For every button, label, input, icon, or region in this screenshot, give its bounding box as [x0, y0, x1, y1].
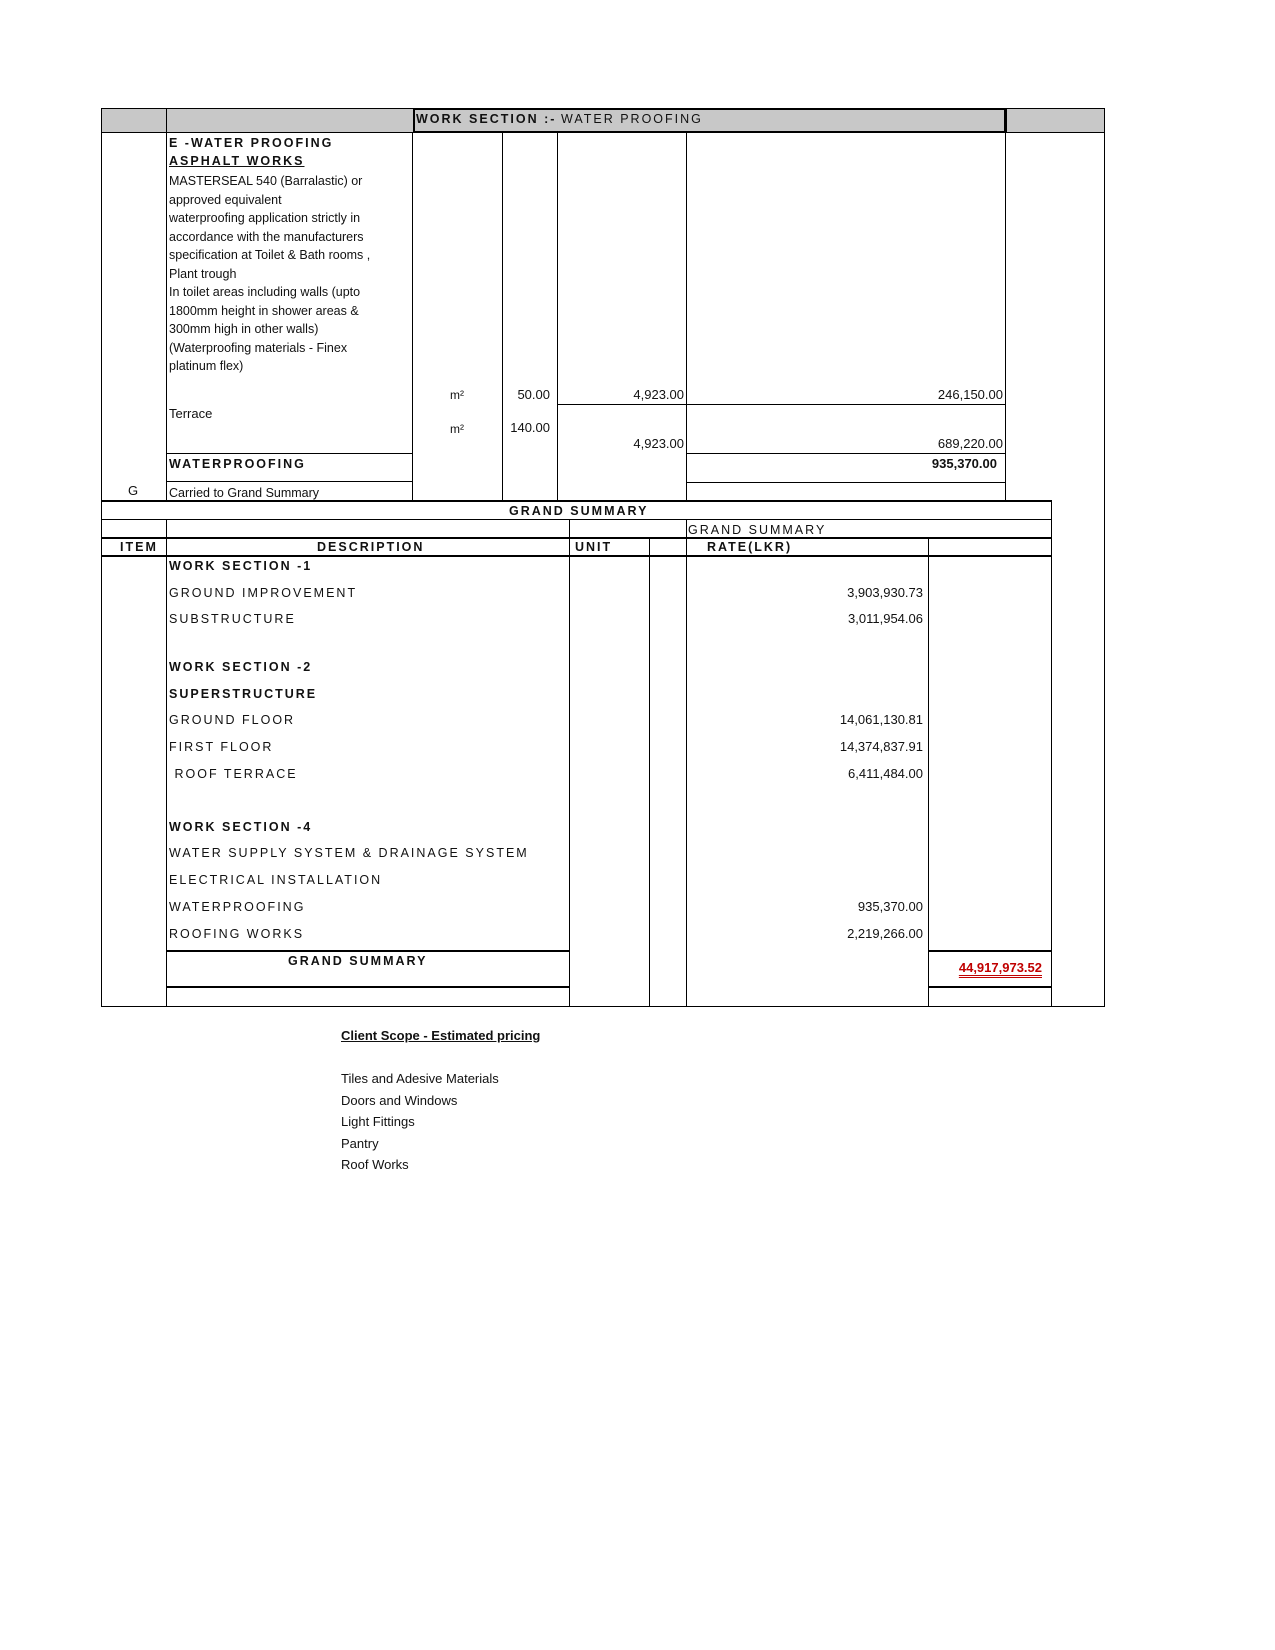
terrace-label: Terrace — [169, 406, 213, 421]
description-line: specification at Toilet & Bath rooms , — [169, 248, 371, 262]
client-scope-title: Client Scope - Estimated pricing — [341, 1028, 541, 1043]
row2-unit: m² — [450, 422, 464, 436]
summary-row-label: WORK SECTION -2 — [169, 660, 313, 674]
water-description — [169, 172, 409, 376]
summary-row-value: 3,903,930.73 — [847, 585, 923, 600]
item-letter: G — [128, 483, 139, 498]
col-description: DESCRIPTION — [317, 540, 425, 554]
summary-row-label: SUBSTRUCTURE — [169, 612, 296, 626]
col-rate: RATE(LKR) — [707, 540, 793, 554]
summary-row-label: ROOF TERRACE — [169, 767, 298, 781]
row2-qty: 140.00 — [510, 420, 550, 435]
water-title: E -WATER PROOFING — [169, 136, 334, 150]
description-line: approved equivalent — [169, 192, 282, 207]
summary-row-label: GROUND IMPROVEMENT — [169, 586, 358, 600]
description-line: Plant trough — [169, 266, 237, 281]
summary-row-label: ELECTRICAL INSTALLATION — [169, 873, 383, 887]
summary-row-value: 935,370.00 — [857, 899, 923, 914]
summary-row-value: 2,219,266.00 — [847, 926, 923, 941]
description-line: In toilet areas including walls (upto — [169, 285, 361, 299]
description-line: waterproofing application strictly in — [169, 211, 361, 225]
summary-row-value: 14,061,130.81 — [839, 712, 923, 727]
summary-row-label: WORK SECTION -4 — [169, 820, 313, 834]
description-line: platinum flex) — [169, 359, 244, 373]
summary-row-value: 14,374,837.91 — [839, 739, 923, 754]
water-total: 935,370.00 — [931, 456, 997, 471]
row2-rate: 4,923.00 — [633, 436, 684, 451]
description-line: accordance with the manufacturers — [169, 229, 364, 244]
summary-row-label: WATER SUPPLY SYSTEM & DRAINAGE SYSTEM — [169, 846, 529, 860]
list-item: Light Fittings — [341, 1114, 415, 1129]
grand-summary-label: GRAND SUMMARY — [288, 954, 428, 968]
summary-row-label: SUPERSTRUCTURE — [169, 687, 318, 701]
row1-qty: 50.00 — [517, 387, 550, 402]
summary-row-label: GROUND FLOOR — [169, 713, 296, 727]
row2-amount: 689,220.00 — [937, 436, 1003, 451]
row1-unit: m² — [450, 388, 464, 402]
list-item: Doors and Windows — [341, 1092, 458, 1108]
description-line: 300mm high in other walls) — [169, 322, 319, 336]
summary-subheader: GRAND SUMMARY — [688, 523, 827, 537]
summary-row-label: WATERPROOFING — [169, 900, 306, 914]
summary-title: GRAND SUMMARY — [509, 504, 649, 518]
summary-row-value: 6,411,484.00 — [848, 766, 923, 781]
list-item: Pantry — [341, 1135, 379, 1151]
list-item: Roof Works — [341, 1157, 409, 1172]
summary-row-value: 3,011,954.06 — [848, 611, 923, 626]
description-line: (Waterproofing materials - Finex — [169, 340, 348, 355]
section-header-value: WATER PROOFING — [561, 112, 703, 126]
list-item: Tiles and Adesive Materials — [341, 1071, 499, 1086]
carried-label: Carried to Grand Summary — [169, 486, 320, 500]
col-item: ITEM — [120, 540, 158, 554]
water-subtitle: ASPHALT WORKS — [169, 154, 305, 168]
section-header-label: WORK SECTION :- — [416, 112, 557, 126]
grand-total: 44,917,973.52 — [958, 960, 1042, 975]
summary-row-label: WORK SECTION -1 — [169, 559, 313, 573]
description-line: MASTERSEAL 540 (Barralastic) or — [169, 174, 363, 188]
client-scope-list — [341, 1068, 499, 1176]
col-unit: UNIT — [575, 540, 613, 554]
summary-row-label: ROOFING WORKS — [169, 927, 305, 941]
row1-amount: 246,150.00 — [937, 387, 1003, 402]
row1-rate: 4,923.00 — [633, 387, 684, 402]
description-line: 1800mm height in shower areas & — [169, 303, 359, 318]
water-total-label: WATERPROOFING — [169, 457, 306, 471]
summary-row-label: FIRST FLOOR — [169, 740, 274, 754]
